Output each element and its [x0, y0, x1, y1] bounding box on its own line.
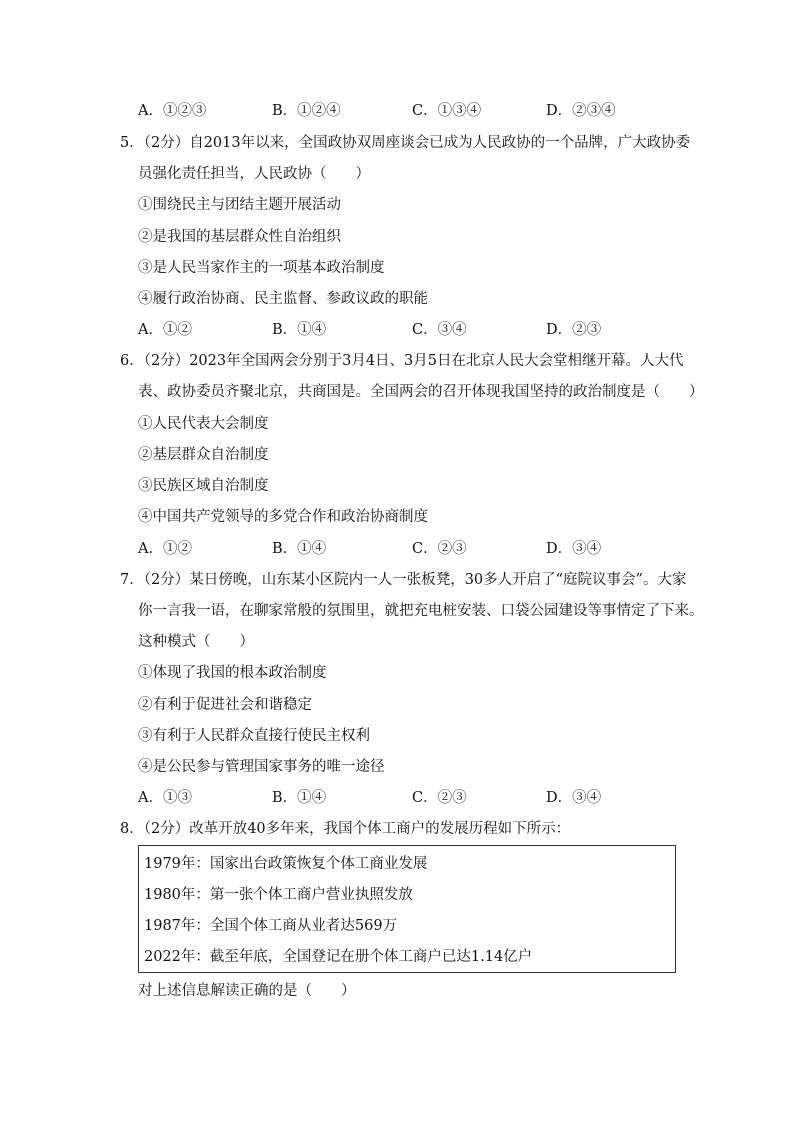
q4-option-d: D．②③④ [546, 103, 616, 119]
q8-box-line-1: 1979年：国家出台政策恢复个体工商业发展 [144, 856, 428, 872]
q6-item-2: ②基层群众自治制度 [138, 447, 269, 463]
q8-box-line-3: 1987年：全国个体工商从业者达569万 [144, 918, 398, 934]
q6-item-3: ③民族区域自治制度 [138, 478, 269, 494]
q7-item-1: ①体现了我国的根本政治制度 [138, 665, 327, 681]
q6-item-4: ④中国共产党领导的多党合作和政治协商制度 [138, 509, 428, 525]
q6-stem-line-2: 表、政协委员齐聚北京，共商国是。全国两会的召开体现我国坚持的政治制度是（ ） [138, 384, 704, 400]
q7-item-2: ②有利于促进社会和谐稳定 [138, 697, 312, 713]
q4-option-a: A．①②③ [138, 103, 207, 119]
q5-item-1: ①围绕民主与团结主题开展活动 [138, 197, 341, 213]
q8-question-tail: 对上述信息解读正确的是（ ） [138, 983, 356, 999]
q4-option-b: B．①②④ [272, 103, 341, 119]
q8-info-box [138, 845, 676, 973]
q6-option-b: B．①④ [272, 541, 327, 557]
q6-stem-line-1: 6．（2分）2023年全国两会分别于3月4日、3月5日在北京人民大会堂相继开幕。人大代 [120, 353, 684, 369]
q4-options [138, 101, 698, 121]
q5-option-d: D．②③ [546, 322, 602, 338]
q7-stem-line-2: 你一言我一语，在聊家常般的氛围里，就把充电桩安装、口袋公园建设等事情定了下来。 [138, 603, 704, 619]
q8-box-line-2: 1980年：第一张个体工商户营业执照发放 [144, 887, 413, 903]
q7-item-3: ③有利于人民群众直接行使民主权利 [138, 728, 370, 744]
q7-option-d: D．③④ [546, 790, 602, 806]
q7-options [138, 788, 698, 808]
q7-option-a: A．①③ [138, 790, 192, 806]
q5-stem-line-2: 员强化责任担当，人民政协（ ） [138, 166, 370, 182]
q5-option-c: C．③④ [412, 322, 467, 338]
q7-option-b: B．①④ [272, 790, 327, 806]
q5-item-3: ③是人民当家作主的一项基本政治制度 [138, 260, 385, 276]
q5-item-2: ②是我国的基层群众性自治组织 [138, 229, 341, 245]
q8-stem-line-1: 8．（2分）改革开放40多年来，我国个体工商户的发展历程如下所示： [120, 821, 571, 837]
q4-option-c: C．①③④ [412, 103, 482, 119]
q6-item-1: ①人民代表大会制度 [138, 416, 269, 432]
q7-item-4: ④是公民参与管理国家事务的唯一途径 [138, 759, 385, 775]
q7-stem-line-3: 这种模式（ ） [138, 634, 254, 650]
q5-option-b: B．①④ [272, 322, 327, 338]
q7-option-c: C．②③ [412, 790, 467, 806]
q6-option-d: D．③④ [546, 541, 602, 557]
q7-stem-line-1: 7．（2分）某日傍晚，山东某小区院内一人一张板凳，30多人开启了“庭院议事会”。大家 [120, 572, 687, 588]
q5-stem-line-1: 5．（2分）自2013年以来，全国政协双周座谈会已成为人民政协的一个品牌，广大政协委 [120, 135, 691, 151]
q5-option-a: A．①② [138, 322, 192, 338]
q8-box-line-4: 2022年：截至年底，全国登记在册个体工商户已达1.14亿户 [144, 949, 533, 965]
q5-item-4: ④履行政治协商、民主监督、参政议政的职能 [138, 291, 428, 307]
q6-option-c: C．②③ [412, 541, 467, 557]
q5-options [138, 320, 698, 340]
q6-options [138, 539, 698, 559]
q6-option-a: A．①② [138, 541, 192, 557]
